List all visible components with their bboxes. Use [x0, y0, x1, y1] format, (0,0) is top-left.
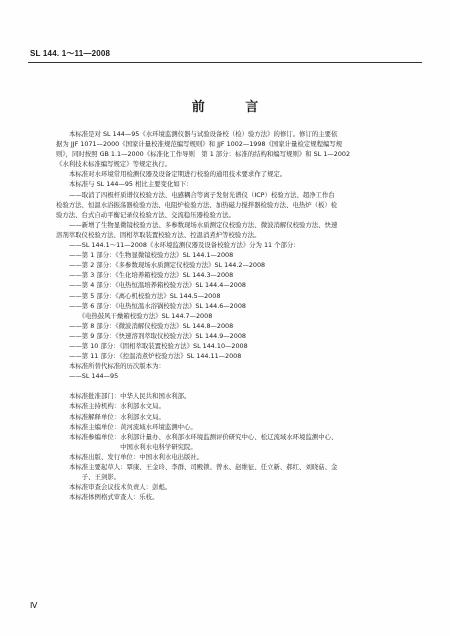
preface-body — [56, 129, 396, 502]
info-line: 本标准审查会议技术负责人：彭彪。 — [69, 483, 172, 492]
body-line: 本标准是对 SL 144—95《水环境监测仪器与试验设备校（检）验方法》的修订。修订的主要依 — [69, 130, 338, 138]
part-line: ——第 4 部分：《电热恒温培养箱校验方法》SL 144.4—2008 — [69, 281, 246, 290]
info-line: 本标准主持机构：水利部水文局。 — [69, 402, 165, 411]
body-line: ——SL 144.1～11—2008《水环境监测仪器及设备校验方法》分为 11 个部分： — [69, 241, 300, 250]
part-line: ——第 10 部分：《固相萃取装置校验方法》SL 144.10—2008 — [69, 341, 248, 350]
part-line: ——第 9 部分：《快速溶剂萃取仪校验方法》SL 144.9—2008 — [69, 331, 246, 340]
info-line: 本标准主编单位：黄河流域水环境监测中心。 — [69, 422, 197, 431]
body-line: 验方法、台式自动平衡记录仪检验方法、交流稳压器检验方法。 — [56, 210, 235, 219]
body-line: 本标准所替代标准的历次版本为： — [69, 362, 165, 371]
part-line: ——第 5 部分：《离心机校验方法》SL 144.5—2008 — [69, 291, 221, 300]
part-line: ——第 8 部分：《微波消解仪校验方法》SL 144.8—2008 — [69, 321, 234, 330]
info-line: 本标准解释单位：水利部水文局。 — [69, 412, 165, 421]
info-line: 子、王剑影。 — [69, 473, 121, 482]
body-line: ——新增了生物显微镜校验方法、多参数现场水质测定仪校验方法、微波消解仪校验方法、快速 — [69, 220, 338, 229]
part-line: ——第 3 部分：《生化培养箱校验方法》SL 144.3—2008 — [69, 271, 234, 280]
body-line: 据为 JJF 1071—2000《国家计量校准规范编写规则》和 JJF 1002—1998《国家计量检定规程编写规 — [56, 140, 343, 149]
info-line: 本标准体例格式审查人：乐枝。 — [69, 493, 159, 502]
body-line: 本标准与 SL 144—95 相比主要变化如下： — [69, 180, 193, 189]
body-line: ——SL 144—95 — [69, 372, 119, 381]
body-line: ——取消了四极杆质谱仪校验方法、电感耦合等离子发射光谱仪（ICP）校验方法、超净工作台 — [69, 190, 335, 199]
page-number: Ⅳ — [30, 601, 38, 610]
body-line: 溶剂萃取仪校验方法、固相萃取装置校验方法、控温消煮炉等校验方法。 — [56, 230, 261, 239]
part-line: ——第 11 部分：《控温消煮炉校验方法》SL 144.11—2008 — [69, 352, 242, 361]
body-line: 则》，同时按照 GB 1.1—2000《标准化工作导则 第 1 部分：标准的结构和编写规则》和 SL 1—2002 — [56, 150, 351, 159]
header-rule — [28, 62, 422, 63]
body-line: 本标准对水环境常用检测仪器及设备定期进行校验的通用技术要求作了规定。 — [69, 170, 287, 179]
part-line: ——第 6 部分：《电热恒温水浴锅校验方法》SL 144.6—2008 — [69, 301, 246, 310]
info-line: 中国水利水电科学研究院。 — [69, 442, 197, 451]
info-line: 本标准出版、发行单位：中国水利水电出版社。 — [69, 452, 204, 461]
standard-code: SL 144. 1～11—2008 — [30, 49, 111, 58]
info-line: 本标准参编单位：水利部计量办、水利部水环境监测评价研究中心、松辽流域水环境监测中心、 — [69, 432, 338, 441]
body-line: 《水利技术标准编写规定》等规定执行。 — [56, 160, 172, 169]
info-line: 本标准批准部门：中华人民共和国水利部。 — [69, 392, 191, 401]
part-line: 《电热鼓风干燥箱校验方法》SL 144.7—2008 — [69, 311, 213, 320]
body-line: 检验方法、恒温水浴振荡器检验方法、电阻炉检验方法、加热磁力搅拌器检验方法、电热炉（板）检 — [56, 200, 338, 209]
info-line: 本标准主要起草人：覃康、王金玲、李群、司殿锁、曾永、赵维征、任立新、郝红、刘晓菇、金 — [69, 463, 338, 471]
page-title: 前 言 — [191, 100, 277, 115]
part-line: ——第 1 部分：《生物显微镜校验方法》SL 144.1—2008 — [69, 251, 234, 260]
part-line: ——第 2 部分：《多参数现场水质测定仪校验方法》SL 144.2—2008 — [69, 261, 266, 270]
